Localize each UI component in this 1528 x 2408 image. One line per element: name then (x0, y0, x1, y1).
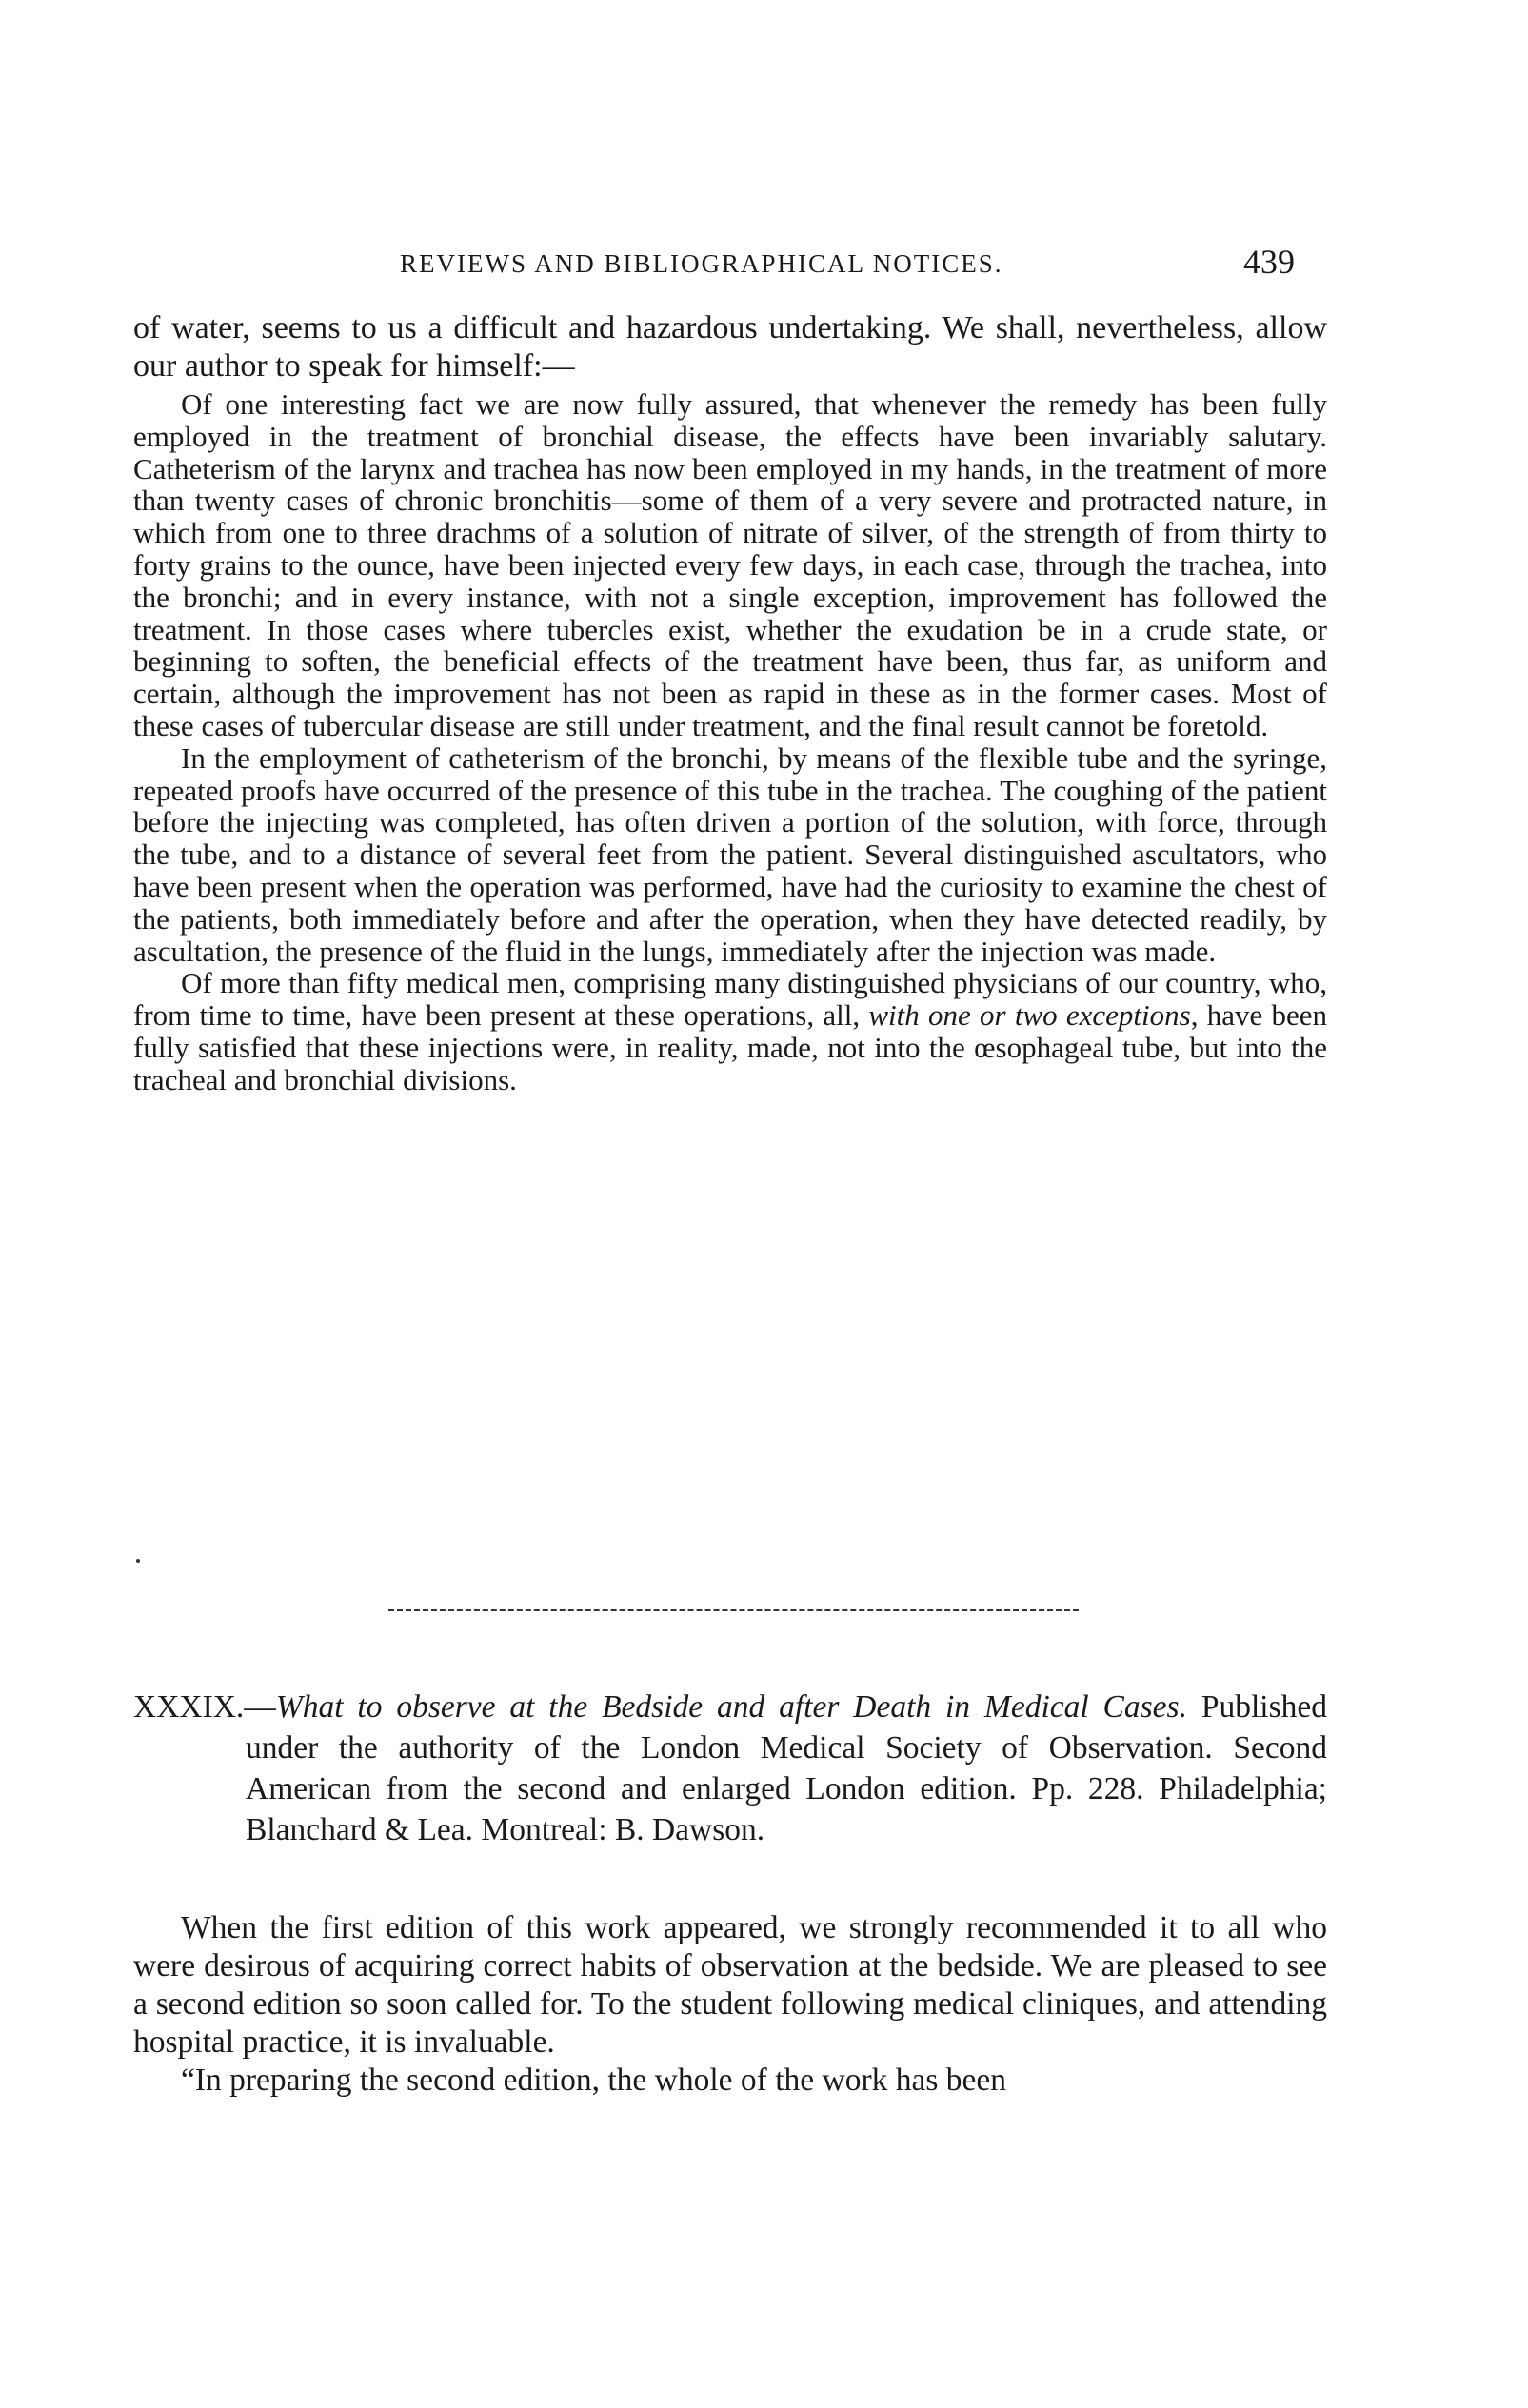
review-paragraph-2: “In preparing the second edition, the whole of the work has been (181, 2063, 1006, 2098)
stray-mark (136, 1559, 140, 1563)
quote-p3-end: , have been fully satisfied that these injections were, in reality, made, not into the œsophageal tube, but into the tracheal and bronchial divisions. (133, 998, 1327, 1096)
review-paragraph-1: When the first edition of this work appeared, we strongly recommended it to all who were desirous of acquiring correct habits of observation at the bedside. We are pleased to see a second edition so soon called for. To the student following medical cliniques, and attending hospital practice, it is invaluable. (133, 1910, 1327, 2060)
quote-paragraph-2: In the employment of catheterism of the bronchi, by means of the flexible tube and the syringe, repeated proofs have occurred of the presence of this tube in the trachea. The coughing of the patient before the injecting was completed, has often driven a portion of the solution, with force, through the tube, and to a distance of several feet from the patient. Several distinguished ascultators, who have been present when the operation was performed, have had the curiosity to examine the chest of the patients, both immediately before and after the operation, when they have detected readily, by ascultation, the presence of the fluid in the lungs, immediately after the injection was made. (133, 740, 1327, 968)
running-head: REVIEWS AND BIBLIOGRAPHICAL NOTICES. (400, 249, 1003, 278)
page-number: 439 (1243, 243, 1295, 281)
quote-paragraph-1: Of one interesting fact we are now fully assured, that whenever the remedy has been fully employed in the treatment of bronchial disease, the effects have been invariably salutary. Catheterism of the larynx and trachea has now been employed in my hands, in the treatment of more than twenty cases of chronic bronchitis—some of them of a very severe and protracted nature, in which from one to three drachms of a solution of nitrate of silver, of the strength of from thirty to forty grains to the ounce, have been injected every few days, in each case, through the trachea, into the bronchi; and in every instance, with not a single exception, improvement has followed the treatment. In those cases where tubercles exist, whether the exudation be in a crude state, or beginning to soften, the beneficial effects of the treatment have been, thus far, as uniform and certain, although the improvement has not been as rapid in these as in the former cases. Most of these cases of tubercular disease are still under treatment, and the final result cannot be foretold. (133, 387, 1327, 742)
quote-paragraph-3 (133, 967, 1327, 1095)
quoted-passage (133, 388, 1327, 1096)
section-separator (388, 1609, 1079, 1611)
quote-p3-italic: with one or two exceptions (868, 998, 1191, 1033)
review-body (133, 1909, 1327, 2100)
review-number: XXXIX.— (133, 1689, 276, 1725)
intro-text: of water, seems to us a difficult and hazardous undertaking. We shall, nevertheless, allow our author to speak for himself:— (133, 310, 1327, 384)
quote-p3-start: Of more than fifty medical men, comprising many distinguished physicians of our country, who, from time to time, have been present at these operations, all, (133, 966, 1327, 1033)
intro-paragraph (133, 309, 1327, 385)
review-title: What to observe at the Bedside and after Death in Medical Cases. (275, 1689, 1187, 1725)
review-details: Published under the authority of the London Medical Society of Observation. Second American from the second and enlarged London edition. Pp. 228. Philadelphia; Blanchard & Lea. Montreal: B. Dawson. (246, 1689, 1327, 1847)
review-heading (133, 1687, 1327, 1850)
